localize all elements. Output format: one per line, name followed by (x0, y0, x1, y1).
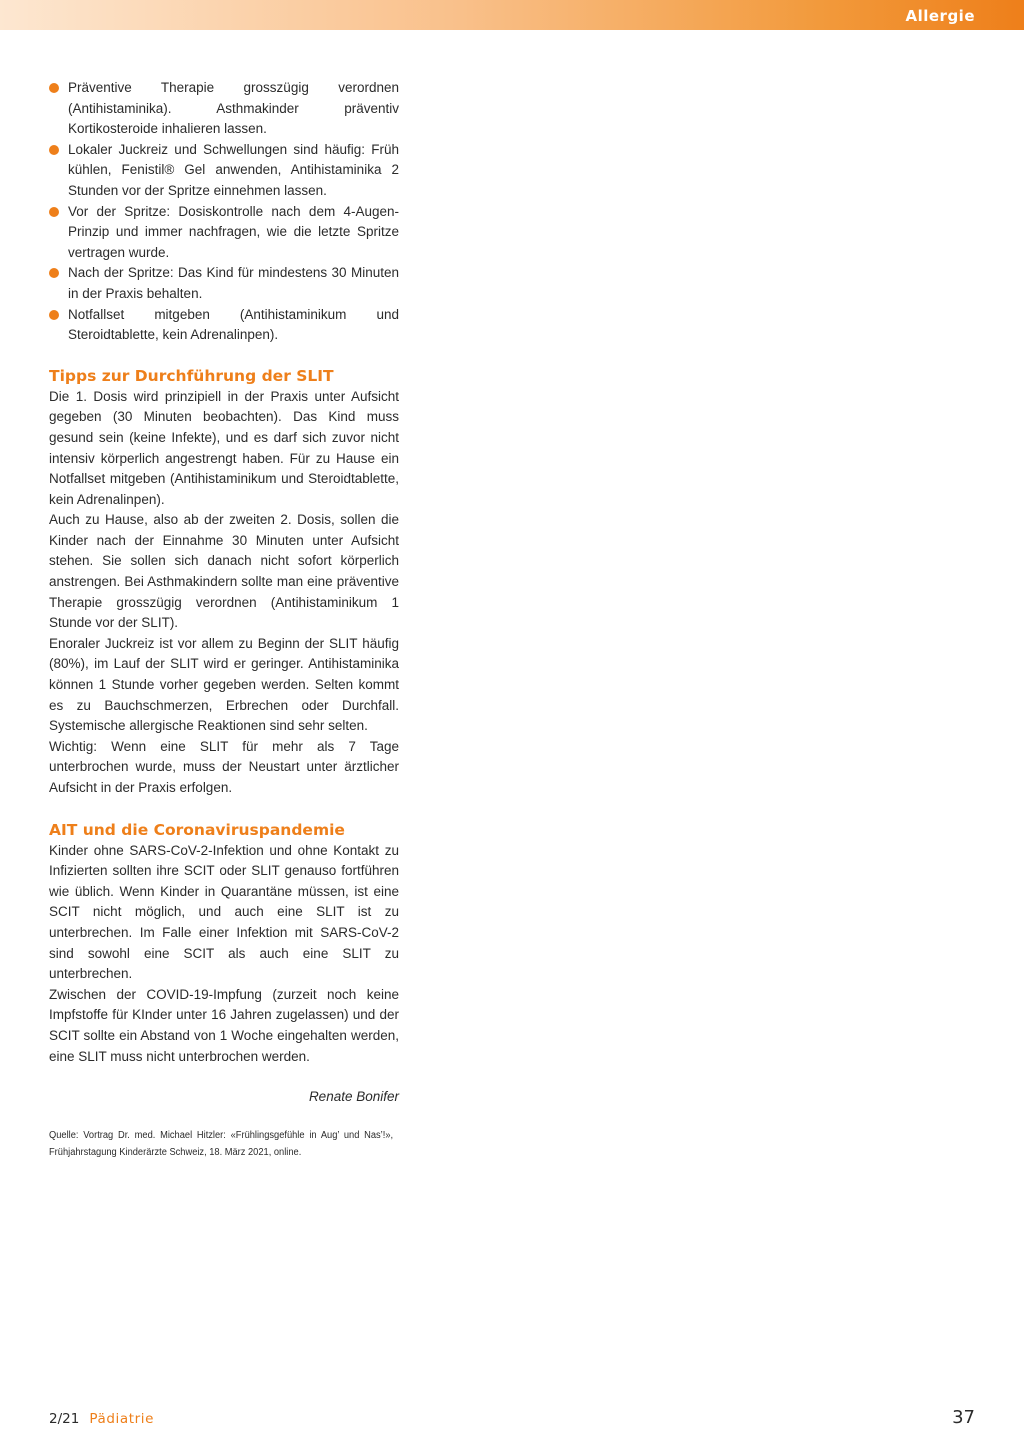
magazine-name: Pädiatrie (89, 1411, 155, 1427)
bullet-dot-icon (49, 310, 59, 320)
bullet-dot-icon (49, 207, 59, 217)
paragraph: Kinder ohne SARS-CoV-2-Infektion und ohne Kontakt zu Infizierten sollten ihre SCIT oder SLIT genauso fortführen wie üblich. Wenn Kinder in Quarantäne müssen, ist eine SCIT nicht möglich, und auch eine SLIT ist zu unterbrechen. Im Falle einer Infektion mit SARS-CoV-2 sind sowohl eine SCIT als auch eine SLIT zu unterbrechen. (49, 842, 399, 982)
paragraph: Die 1. Dosis wird prinzipiell in der Praxis unter Aufsicht gegeben (30 Minuten beobachten). Das Kind muss gesund sein (keine Infekte), und es darf sich zuvor nicht intensiv körperlich angestrengt haben. Für zu Hause ein Notfallset mitgeben (Antihistaminikum und Steroidtablette, kein Adrenalinpen). (49, 388, 399, 507)
source-note: Quelle: Vortrag Dr. med. Michael Hitzler: «Frühlingsgefühle in Aug’ und Nas’!», Frühjahrstagung Kinderärzte Schweiz, 18. März 2021, online. (49, 1130, 394, 1159)
bullet-dot-icon (49, 145, 59, 155)
bullet-item: Präventive Therapie grosszügig verordnen (Antihistaminika). Asthmakinder präventiv Kortikosteroide inhalieren lassen. (49, 78, 399, 140)
header-bar (0, 0, 1024, 30)
paragraph: Wichtig: Wenn eine SLIT für mehr als 7 Tage unterbrochen wurde, muss der Neustart unter ärztlicher Aufsicht in der Praxis erfolgen. (49, 738, 399, 795)
section-heading-slit: Tipps zur Durchführung der SLIT (49, 366, 334, 385)
bullet-item: Notfallset mitgeben (Antihistaminikum und Steroidtablette, kein Adrenalinpen). (49, 305, 399, 346)
paragraph: Enoraler Juckreiz ist vor allem zu Beginn der SLIT häufig (80%), im Lauf der SLIT wird er geringer. Antihistaminika können 1 Stunde vorher gegeben werden. Selten kommt es zu Bauchschmerzen, Erbrechen oder Durchfall. Systemische allergische Reaktionen sind sehr selten. (49, 635, 399, 734)
footer-issue (49, 1411, 154, 1427)
bullet-item: Vor der Spritze: Dosiskontrolle nach dem 4-Augen-Prinzip und immer nachfragen, wie die letzte Spritze vertragen wurde. (49, 202, 399, 264)
bullet-dot-icon (49, 268, 59, 278)
bullet-item: Lokaler Juckreiz und Schwellungen sind häufig: Früh kühlen, Fenistil® Gel anwenden, Antihistaminika 2 Stunden vor der Spritze einnehmen lassen. (49, 140, 399, 202)
section-heading-ait: AIT und die Coronaviruspandemie (49, 820, 345, 839)
page-number: 37 (952, 1407, 975, 1428)
paragraph: Zwischen der COVID-19-Impfung (zurzeit noch keine Impfstoffe für KInder unter 16 Jahren zugelassen) und der SCIT sollte ein Abstand von 1 Woche eingehalten werden, eine SLIT muss nicht unterbrochen werden. (49, 986, 399, 1064)
article-column (49, 78, 399, 1161)
bullet-list (49, 78, 399, 346)
section-label: Allergie (905, 7, 975, 25)
bullet-item: Nach der Spritze: Das Kind für mindestens 30 Minuten in der Praxis behalten. (49, 263, 399, 304)
bullet-dot-icon (49, 83, 59, 93)
issue-number: 2/21 (49, 1411, 80, 1427)
paragraph: Auch zu Hause, also ab der zweiten 2. Dosis, sollen die Kinder nach der Einnahme 30 Minuten unter Aufsicht stehen. Sie sollen sich danach nicht sofort körperlich anstrengen. Bei Asthmakindern sollte man eine präventive Therapie grosszügig verordnen (Antihistaminikum 1 Stunde vor der SLIT). (49, 512, 399, 631)
author-name: Renate Bonifer (308, 1089, 399, 1105)
